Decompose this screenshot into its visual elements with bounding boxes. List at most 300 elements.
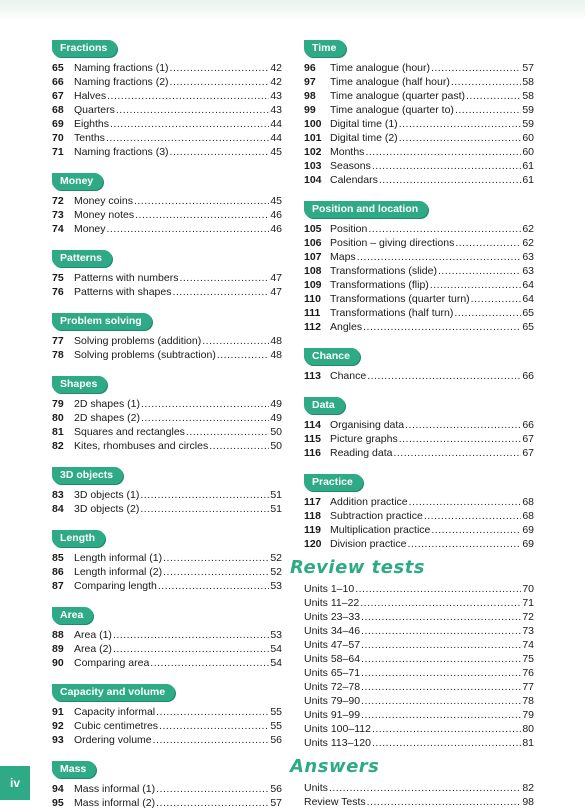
- entry-title: Money notes: [74, 209, 135, 221]
- entry-title: 2D shapes (2): [74, 412, 140, 424]
- page-number: 60: [522, 146, 534, 158]
- unit-number: 98: [304, 90, 316, 102]
- toc-section: [52, 682, 282, 759]
- page-number: 73: [522, 625, 534, 637]
- section-heading: Data: [304, 397, 345, 414]
- dot-leader: [202, 334, 269, 348]
- entry-title: Transformations (quarter turn): [330, 293, 470, 305]
- unit-number: 117: [304, 496, 321, 508]
- toc-entry: [304, 708, 534, 722]
- entry-title: Comparing length: [74, 580, 157, 592]
- top-band: [0, 0, 585, 22]
- dot-leader: [399, 117, 522, 131]
- page-number: 59: [522, 104, 534, 116]
- dot-leader: [107, 89, 269, 103]
- dot-leader: [361, 610, 521, 624]
- toc-section: [52, 528, 282, 605]
- toc-entry: [304, 264, 534, 278]
- entry-title: Angles: [330, 321, 363, 333]
- dot-leader: [361, 708, 521, 722]
- entry-title: Area (2): [74, 643, 112, 655]
- entry-title: Multiplication practice: [330, 524, 431, 536]
- dot-leader: [361, 694, 521, 708]
- toc-entry: [304, 652, 534, 666]
- page-number: 54: [270, 657, 282, 669]
- dot-leader: [140, 502, 269, 516]
- toc-entry: [304, 495, 534, 509]
- page-number: 60: [522, 132, 534, 144]
- entry-title: Patterns with numbers: [74, 272, 179, 284]
- dot-leader: [150, 656, 269, 670]
- entry-title: Calendars: [330, 174, 378, 186]
- entry-title: Tenths: [74, 132, 105, 144]
- dot-leader: [430, 278, 522, 292]
- unit-number: 102: [304, 146, 322, 158]
- dot-leader: [367, 369, 521, 383]
- unit-number: 79: [52, 398, 64, 410]
- toc-section: [304, 346, 534, 395]
- entry-title: Transformations (half turn): [330, 307, 454, 319]
- section-heading: Time: [304, 40, 346, 57]
- toc-entry: [52, 551, 282, 565]
- page-number: 79: [522, 709, 534, 721]
- unit-number: 78: [52, 349, 64, 361]
- unit-number: 114: [304, 419, 321, 431]
- unit-number: 107: [304, 251, 322, 263]
- entry-title: Organising data: [330, 419, 405, 431]
- page-number: 48: [270, 349, 282, 361]
- page-number: 78: [522, 695, 534, 707]
- page-number: 65: [522, 321, 534, 333]
- toc-entry: [52, 796, 282, 810]
- entry-title: Time analogue (half hour): [330, 76, 450, 88]
- page-number: 98: [522, 796, 534, 808]
- section-heading: Money: [52, 173, 103, 190]
- toc-entry: [304, 145, 534, 159]
- toc-entry: [304, 236, 534, 250]
- unit-number: 89: [52, 643, 64, 655]
- toc-entry: [52, 579, 282, 593]
- dot-leader: [116, 103, 269, 117]
- unit-number: 110: [304, 293, 321, 305]
- toc-entry: [52, 397, 282, 411]
- entry-title: Maps: [330, 251, 356, 263]
- entry-title: Transformations (slide): [330, 265, 437, 277]
- entry-title: Review Tests: [304, 796, 366, 808]
- dot-leader: [471, 292, 522, 306]
- dot-leader: [405, 418, 521, 432]
- toc-entry: [304, 306, 534, 320]
- toc-entry: [304, 537, 534, 551]
- page-number: 63: [522, 251, 534, 263]
- entry-title: Units 1–10: [304, 583, 355, 595]
- toc-entry: [52, 628, 282, 642]
- page-number: 53: [270, 629, 282, 641]
- section-heading: Mass: [52, 761, 96, 778]
- entry-title: Length informal (2): [74, 566, 163, 578]
- toc-entry: [52, 194, 282, 208]
- dot-leader: [451, 75, 521, 89]
- unit-number: 84: [52, 503, 64, 515]
- toc-entry: [304, 446, 534, 460]
- dot-leader: [379, 173, 521, 187]
- page-number: 77: [522, 681, 534, 693]
- toc-entry: [304, 582, 534, 596]
- page-number: 62: [522, 223, 534, 235]
- page-number: 64: [522, 279, 534, 291]
- unit-number: 106: [304, 237, 322, 249]
- toc-entry: [304, 103, 534, 117]
- toc-section: [304, 472, 534, 551]
- unit-number: 80: [52, 412, 64, 424]
- unit-number: 111: [304, 307, 321, 319]
- page-number: 80: [522, 723, 534, 735]
- page-number: 81: [522, 737, 534, 749]
- toc-entry: [52, 348, 282, 362]
- dot-leader: [393, 446, 521, 460]
- dot-leader: [179, 271, 269, 285]
- toc-entry: [52, 89, 282, 103]
- page-number: 59: [522, 118, 534, 130]
- answers-list: [304, 781, 534, 809]
- unit-number: 68: [52, 104, 64, 116]
- toc-entry: [52, 488, 282, 502]
- page-number: 51: [270, 503, 282, 515]
- toc-section: [52, 759, 282, 810]
- dot-leader: [134, 194, 269, 208]
- page-number: 52: [270, 566, 282, 578]
- page-number: 57: [522, 62, 534, 74]
- toc-entry: [52, 705, 282, 719]
- entry-title: Naming fractions (1): [74, 62, 169, 74]
- unit-number: 94: [52, 783, 64, 795]
- toc-entry: [52, 117, 282, 131]
- entry-title: Solving problems (subtraction): [74, 349, 216, 361]
- page-number: 70: [522, 583, 534, 595]
- toc-entry: [304, 781, 534, 795]
- page-number: 51: [270, 489, 282, 501]
- page-number: 49: [270, 412, 282, 424]
- unit-number: 76: [52, 286, 64, 298]
- unit-number: 97: [304, 76, 316, 88]
- dot-leader: [140, 488, 269, 502]
- page-number: 48: [270, 335, 282, 347]
- page-number: 50: [270, 426, 282, 438]
- unit-number: 75: [52, 272, 64, 284]
- entry-title: Money coins: [74, 195, 133, 207]
- page-number: 76: [522, 667, 534, 679]
- entry-title: Time analogue (quarter past): [330, 90, 466, 102]
- unit-number: 99: [304, 104, 316, 116]
- entry-title: Chance: [330, 370, 367, 382]
- page-number: 58: [522, 76, 534, 88]
- page-number: 75: [522, 653, 534, 665]
- toc-entry: [52, 642, 282, 656]
- unit-number: 103: [304, 160, 322, 172]
- unit-number: 90: [52, 657, 64, 669]
- toc-entry: [304, 278, 534, 292]
- dot-leader: [372, 736, 521, 750]
- page-number: 42: [270, 76, 282, 88]
- page-number: 63: [522, 265, 534, 277]
- unit-number: 67: [52, 90, 64, 102]
- toc-entry: [304, 596, 534, 610]
- dot-leader: [135, 208, 269, 222]
- toc-section: [52, 311, 282, 374]
- unit-number: 101: [304, 132, 322, 144]
- toc-entry: [304, 117, 534, 131]
- entry-title: Units 65–71: [304, 667, 361, 679]
- toc-entry: [304, 666, 534, 680]
- toc-entry: [304, 432, 534, 446]
- toc-section: [52, 374, 282, 465]
- toc-entry: [304, 292, 534, 306]
- unit-number: 73: [52, 209, 64, 221]
- unit-number: 71: [52, 146, 64, 158]
- dot-leader: [172, 285, 269, 299]
- toc-section: [52, 171, 282, 248]
- page-number: 66: [522, 419, 534, 431]
- toc-entry: [304, 736, 534, 750]
- entry-title: Transformations (flip): [330, 279, 429, 291]
- entry-title: Position: [330, 223, 368, 235]
- toc-entry: [304, 75, 534, 89]
- dot-leader: [158, 579, 269, 593]
- section-heading: Position and location: [304, 201, 428, 218]
- entry-title: Subtraction practice: [330, 510, 423, 522]
- page-number: 46: [270, 209, 282, 221]
- page-number: 66: [522, 370, 534, 382]
- dot-leader: [372, 159, 521, 173]
- dot-leader: [431, 523, 521, 537]
- entry-title: Cubic centimetres: [74, 720, 159, 732]
- page-number-tab: iv: [0, 766, 30, 800]
- entry-title: Picture graphs: [330, 433, 398, 445]
- dot-leader: [156, 782, 269, 796]
- dot-leader: [368, 222, 521, 236]
- entry-title: Seasons: [330, 160, 371, 172]
- unit-number: 85: [52, 552, 64, 564]
- unit-number: 104: [304, 174, 322, 186]
- page-number: 64: [522, 293, 534, 305]
- toc-entry: [304, 680, 534, 694]
- entry-title: Units 58–64: [304, 653, 361, 665]
- dot-leader: [106, 131, 269, 145]
- toc-section: [52, 605, 282, 682]
- entry-title: 2D shapes (1): [74, 398, 140, 410]
- toc-entry: [52, 208, 282, 222]
- page-number: 74: [522, 639, 534, 651]
- entry-title: 3D objects (2): [74, 503, 140, 515]
- entry-title: Units: [304, 782, 328, 794]
- entry-title: Digital time (1): [330, 118, 398, 130]
- page-number: 56: [270, 734, 282, 746]
- page-number: 62: [522, 237, 534, 249]
- unit-number: 109: [304, 279, 322, 291]
- entry-title: Units 23–33: [304, 611, 361, 623]
- toc-section: [52, 248, 282, 311]
- page-number: 47: [270, 272, 282, 284]
- toc-entry: [304, 61, 534, 75]
- page-number: 61: [522, 160, 534, 172]
- unit-number: 81: [52, 426, 64, 438]
- entry-title: Addition practice: [330, 496, 408, 508]
- section-heading: Patterns: [52, 250, 112, 267]
- unit-number: 115: [304, 433, 321, 445]
- toc-right-column: [290, 38, 534, 809]
- page-number: 65: [522, 307, 534, 319]
- dot-leader: [170, 75, 270, 89]
- dot-leader: [454, 306, 521, 320]
- toc-entry: [304, 624, 534, 638]
- dot-leader: [361, 666, 521, 680]
- toc-section: [304, 38, 534, 199]
- unit-number: 66: [52, 76, 64, 88]
- page-number: 44: [270, 132, 282, 144]
- page-number: 45: [270, 146, 282, 158]
- page-number: 49: [270, 398, 282, 410]
- toc-entry: [304, 222, 534, 236]
- toc-entry: [304, 250, 534, 264]
- dot-leader: [455, 236, 521, 250]
- page-number: 58: [522, 90, 534, 102]
- toc-entry: [304, 610, 534, 624]
- dot-leader: [360, 596, 521, 610]
- entry-title: Patterns with shapes: [74, 286, 172, 298]
- entry-title: Units 91–99: [304, 709, 361, 721]
- entry-title: Division practice: [330, 538, 407, 550]
- dot-leader: [361, 652, 521, 666]
- review-tests-list: [304, 582, 534, 750]
- unit-number: 100: [304, 118, 322, 130]
- dot-leader: [186, 425, 269, 439]
- answers-heading: Answers: [290, 756, 380, 777]
- unit-number: 95: [52, 797, 64, 809]
- entry-title: Ordering volume: [74, 734, 152, 746]
- unit-number: 91: [52, 706, 64, 718]
- page-number: 68: [522, 496, 534, 508]
- dot-leader: [113, 642, 269, 656]
- entry-title: Squares and rectangles: [74, 426, 185, 438]
- unit-number: 113: [304, 370, 321, 382]
- dot-leader: [153, 733, 270, 747]
- dot-leader: [107, 222, 270, 236]
- page-number: 72: [522, 611, 534, 623]
- entry-title: Units 72–78: [304, 681, 361, 693]
- dot-leader: [113, 628, 269, 642]
- toc-entry: [304, 795, 534, 809]
- section-heading: Problem solving: [52, 313, 152, 330]
- dot-leader: [209, 439, 269, 453]
- toc-entry: [304, 173, 534, 187]
- toc-entry: [52, 719, 282, 733]
- unit-number: 108: [304, 265, 322, 277]
- dot-leader: [424, 509, 522, 523]
- page-number: 67: [522, 433, 534, 445]
- entry-title: Naming fractions (3): [74, 146, 169, 158]
- entry-title: Quarters: [74, 104, 115, 116]
- entry-title: 3D objects (1): [74, 489, 140, 501]
- toc-section: [52, 38, 282, 171]
- dot-leader: [399, 432, 522, 446]
- section-heading: Capacity and volume: [52, 684, 175, 701]
- dot-leader: [438, 264, 521, 278]
- page-number: 46: [270, 223, 282, 235]
- toc-entry: [304, 89, 534, 103]
- toc-entry: [304, 320, 534, 334]
- unit-number: 72: [52, 195, 64, 207]
- toc-entry: [52, 782, 282, 796]
- toc-entry: [304, 159, 534, 173]
- entry-title: Units 100–112: [304, 723, 371, 735]
- entry-title: Area (1): [74, 629, 112, 641]
- dot-leader: [399, 131, 522, 145]
- page-number: 67: [522, 447, 534, 459]
- page-number: 50: [270, 440, 282, 452]
- unit-number: 119: [304, 524, 321, 536]
- dot-leader: [363, 320, 521, 334]
- dot-leader: [361, 624, 521, 638]
- toc-entry: [304, 523, 534, 537]
- entry-title: Units 47–57: [304, 639, 361, 651]
- page-number: 57: [270, 797, 282, 809]
- unit-number: 82: [52, 440, 64, 452]
- toc-entry: [304, 131, 534, 145]
- unit-number: 86: [52, 566, 64, 578]
- toc-entry: [52, 502, 282, 516]
- entry-title: Units 11–22: [304, 597, 360, 609]
- dot-leader: [170, 61, 270, 75]
- section-heading: Area: [52, 607, 93, 624]
- toc-entry: [52, 656, 282, 670]
- dot-leader: [466, 89, 521, 103]
- page-number: 52: [270, 552, 282, 564]
- unit-number: 93: [52, 734, 64, 746]
- entry-title: Eighths: [74, 118, 110, 130]
- dot-leader: [407, 537, 521, 551]
- entry-title: Solving problems (addition): [74, 335, 202, 347]
- page-number: 43: [270, 90, 282, 102]
- entry-title: Time analogue (hour): [330, 62, 430, 74]
- page-number: 54: [270, 643, 282, 655]
- dot-leader: [355, 582, 521, 596]
- entry-title: Capacity informal: [74, 706, 156, 718]
- toc-entry: [52, 131, 282, 145]
- toc-entry: [52, 733, 282, 747]
- toc-section: [304, 199, 534, 346]
- entry-title: Comparing area: [74, 657, 150, 669]
- page-number: 69: [522, 524, 534, 536]
- dot-leader: [455, 103, 521, 117]
- unit-number: 87: [52, 580, 64, 592]
- toc-entry: [304, 722, 534, 736]
- dot-leader: [141, 397, 269, 411]
- review-tests-heading: Review tests: [290, 557, 426, 578]
- dot-leader: [163, 551, 269, 565]
- entry-title: Units 79–90: [304, 695, 361, 707]
- entry-title: Money: [74, 223, 106, 235]
- entry-title: Digital time (2): [330, 132, 398, 144]
- dot-leader: [156, 705, 269, 719]
- toc-section: [304, 395, 534, 472]
- section-heading: Fractions: [52, 40, 117, 57]
- entry-title: Units 113–120: [304, 737, 371, 749]
- page-number: 69: [522, 538, 534, 550]
- section-heading: Length: [52, 530, 105, 547]
- unit-number: 96: [304, 62, 316, 74]
- page-number: 44: [270, 118, 282, 130]
- toc-entry: [52, 271, 282, 285]
